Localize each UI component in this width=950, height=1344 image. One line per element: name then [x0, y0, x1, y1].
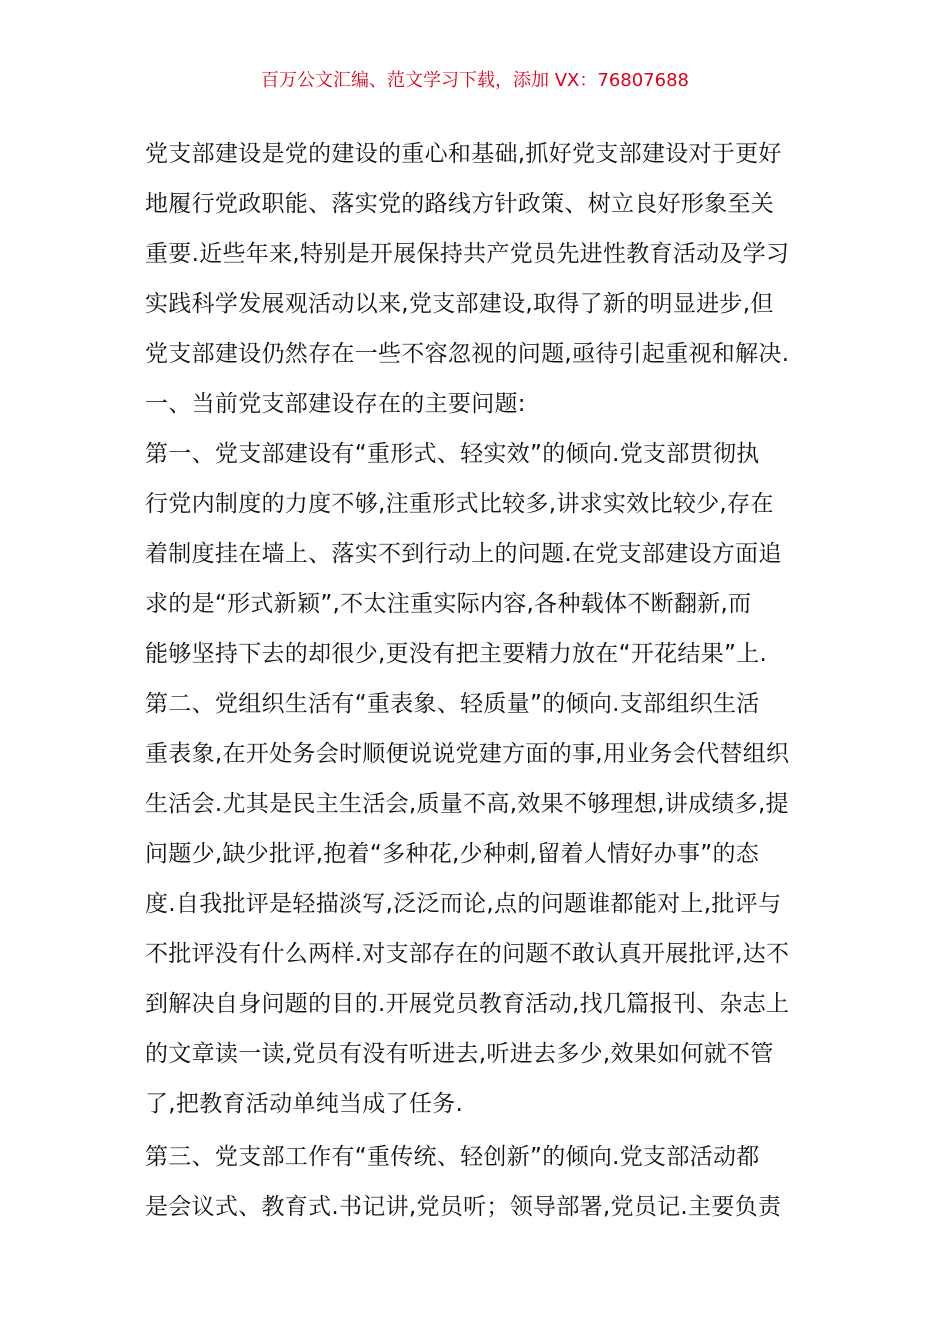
text-line: 着制度挂在墙上、落实不到行动上的问题.在党支部建设方面追	[145, 541, 782, 567]
section-heading: 一、当前党支部建设存在的主要问题:	[145, 391, 526, 417]
text-line: 到解决自身问题的目的.开展党员教育活动,找几篇报刊、杂志上	[145, 991, 790, 1017]
text-line: 是会议式、教育式.书记讲,党员听；领导部署,党员记.主要负责	[145, 1194, 782, 1220]
text-line: 求的是“形式新颖”,不太注重实际内容,各种载体不断翻新,而	[145, 591, 752, 617]
text-line: 的文章读一读,党员有没有听进去,听进去多少,效果如何就不管	[145, 1041, 774, 1067]
text-line: 党支部建设是党的建设的重心和基础,抓好党支部建设对于更好	[145, 141, 782, 167]
text-line: 第二、党组织生活有“重表象、轻质量”的倾向.支部组织生活	[145, 691, 760, 717]
text-line: 重表象,在开处务会时顺便说说党建方面的事,用业务会代替组织	[145, 741, 790, 767]
document-body	[145, 129, 815, 1232]
text-line: 第三、党支部工作有“重传统、轻创新”的倾向.党支部活动都	[145, 1144, 760, 1170]
text-line: 了,把教育活动单纯当成了任务.	[145, 1091, 464, 1117]
text-line: 能够坚持下去的却很少,更没有把主要精力放在“开花结果”上.	[145, 641, 768, 667]
text-line: 问题少,缺少批评,抱着“多种花,少种刺,留着人情好办事”的态	[145, 841, 760, 867]
text-line: 度.自我批评是轻描淡写,泛泛而论,点的问题谁都能对上,批评与	[145, 891, 782, 917]
text-line: 党支部建设仍然存在一些不容忽视的问题,亟待引起重视和解决.	[145, 341, 790, 367]
text-line: 地履行党政职能、落实党的路线方针政策、树立良好形象至关	[145, 191, 775, 217]
text-line: 行党内制度的力度不够,注重形式比较多,讲求实效比较少,存在	[145, 491, 774, 517]
text-line: 不批评没有什么两样.对支部存在的问题不敢认真开展批评,达不	[145, 941, 790, 967]
text-line: 实践科学发展观活动以来,党支部建设,取得了新的明显进步,但	[145, 291, 774, 317]
text-line: 第一、党支部建设有“重形式、轻实效”的倾向.党支部贯彻执	[145, 441, 760, 467]
text-line: 生活会.尤其是民主生活会,质量不高,效果不够理想,讲成绩多,提	[145, 791, 789, 817]
watermark-header: 百万公文汇编、范文学习下载，添加 VX：76807688	[261, 70, 689, 91]
text-line: 重要.近些年来,特别是开展保持共产党员先进性教育活动及学习	[145, 241, 790, 267]
